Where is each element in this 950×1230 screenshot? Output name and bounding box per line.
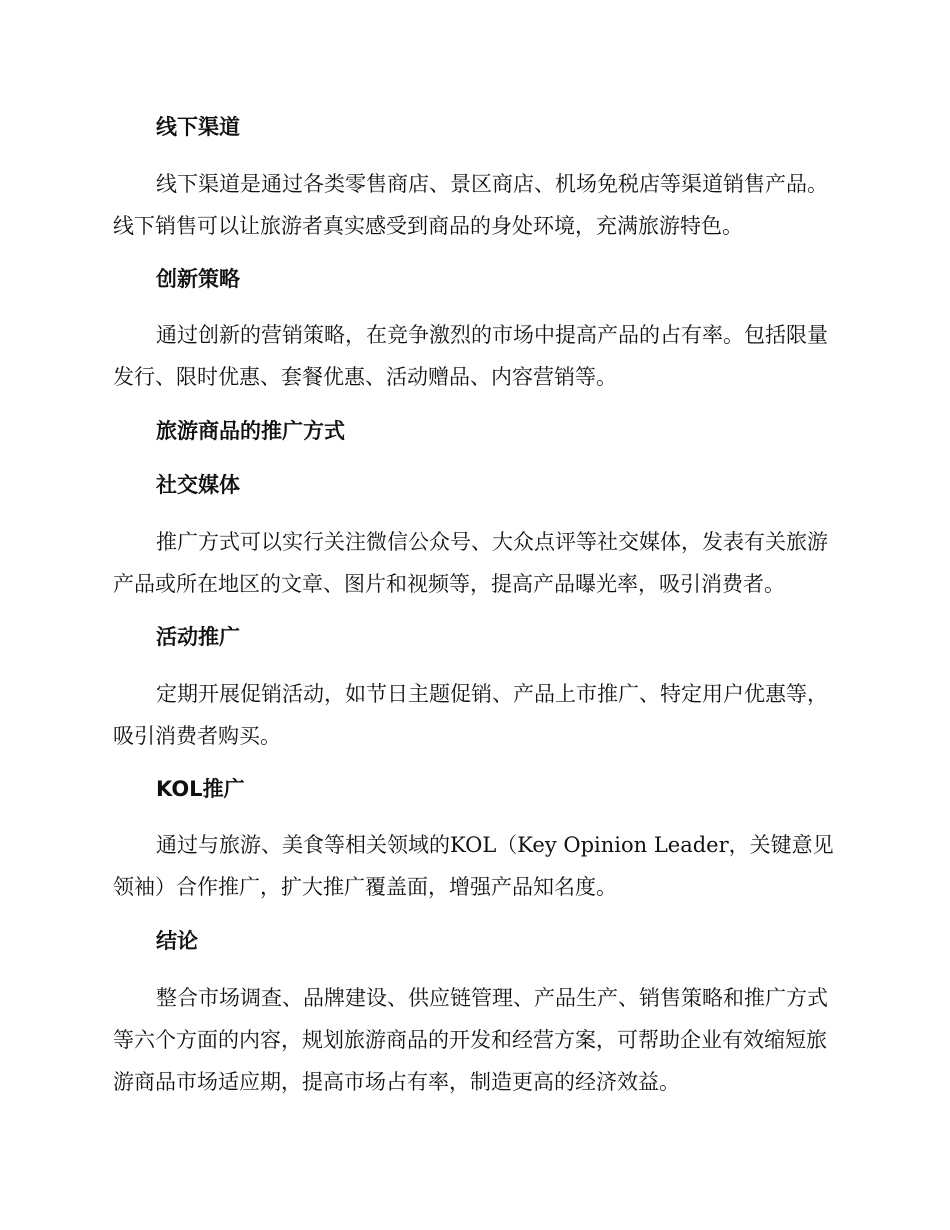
- section-paragraph-event-promotion: 定期开展促销活动，如节日主题促销、产品上市推广、特定用户优惠等，吸引消费者购买。: [113, 682, 828, 748]
- section-heading-event-promotion: 活动推广: [156, 625, 240, 649]
- section-paragraph-conclusion: 整合市场调查、品牌建设、供应链管理、产品生产、销售策略和推广方式等六个方面的内容，规划旅游商品的开发和经营方案，可帮助企业有效缩短旅游商品市场适应期，提高市场占有率，制造更高的经济效益。: [113, 986, 828, 1094]
- section-paragraph-social-media: 推广方式可以实行关注微信公众号、大众点评等社交媒体，发表有关旅游产品或所在地区的文章、图片和视频等，提高产品曝光率，吸引消费者。: [113, 530, 828, 596]
- section-heading-promotion-methods: 旅游商品的推广方式: [156, 419, 345, 443]
- section-paragraph-innovation-strategy: 通过创新的营销策略，在竞争激烈的市场中提高产品的占有率。包括限量发行、限时优惠、套餐优惠、活动赠品、内容营销等。: [113, 323, 828, 389]
- section-heading-offline-channels: 线下渠道: [156, 115, 240, 139]
- section-heading-social-media: 社交媒体: [156, 473, 240, 497]
- section-heading-conclusion: 结论: [156, 929, 198, 953]
- section-heading-innovation-strategy: 创新策略: [156, 267, 240, 291]
- section-heading-kol-promotion: KOL推广: [156, 777, 245, 801]
- section-paragraph-offline-channels: 线下渠道是通过各类零售商店、景区商店、机场免税店等渠道销售产品。线下销售可以让旅游者真实感受到商品的身处环境，充满旅游特色。: [113, 172, 828, 238]
- section-paragraph-kol-promotion: 通过与旅游、美食等相关领域的KOL（Key Opinion Leader，关键意见领袖）合作推广，扩大推广覆盖面，增强产品知名度。: [113, 833, 834, 899]
